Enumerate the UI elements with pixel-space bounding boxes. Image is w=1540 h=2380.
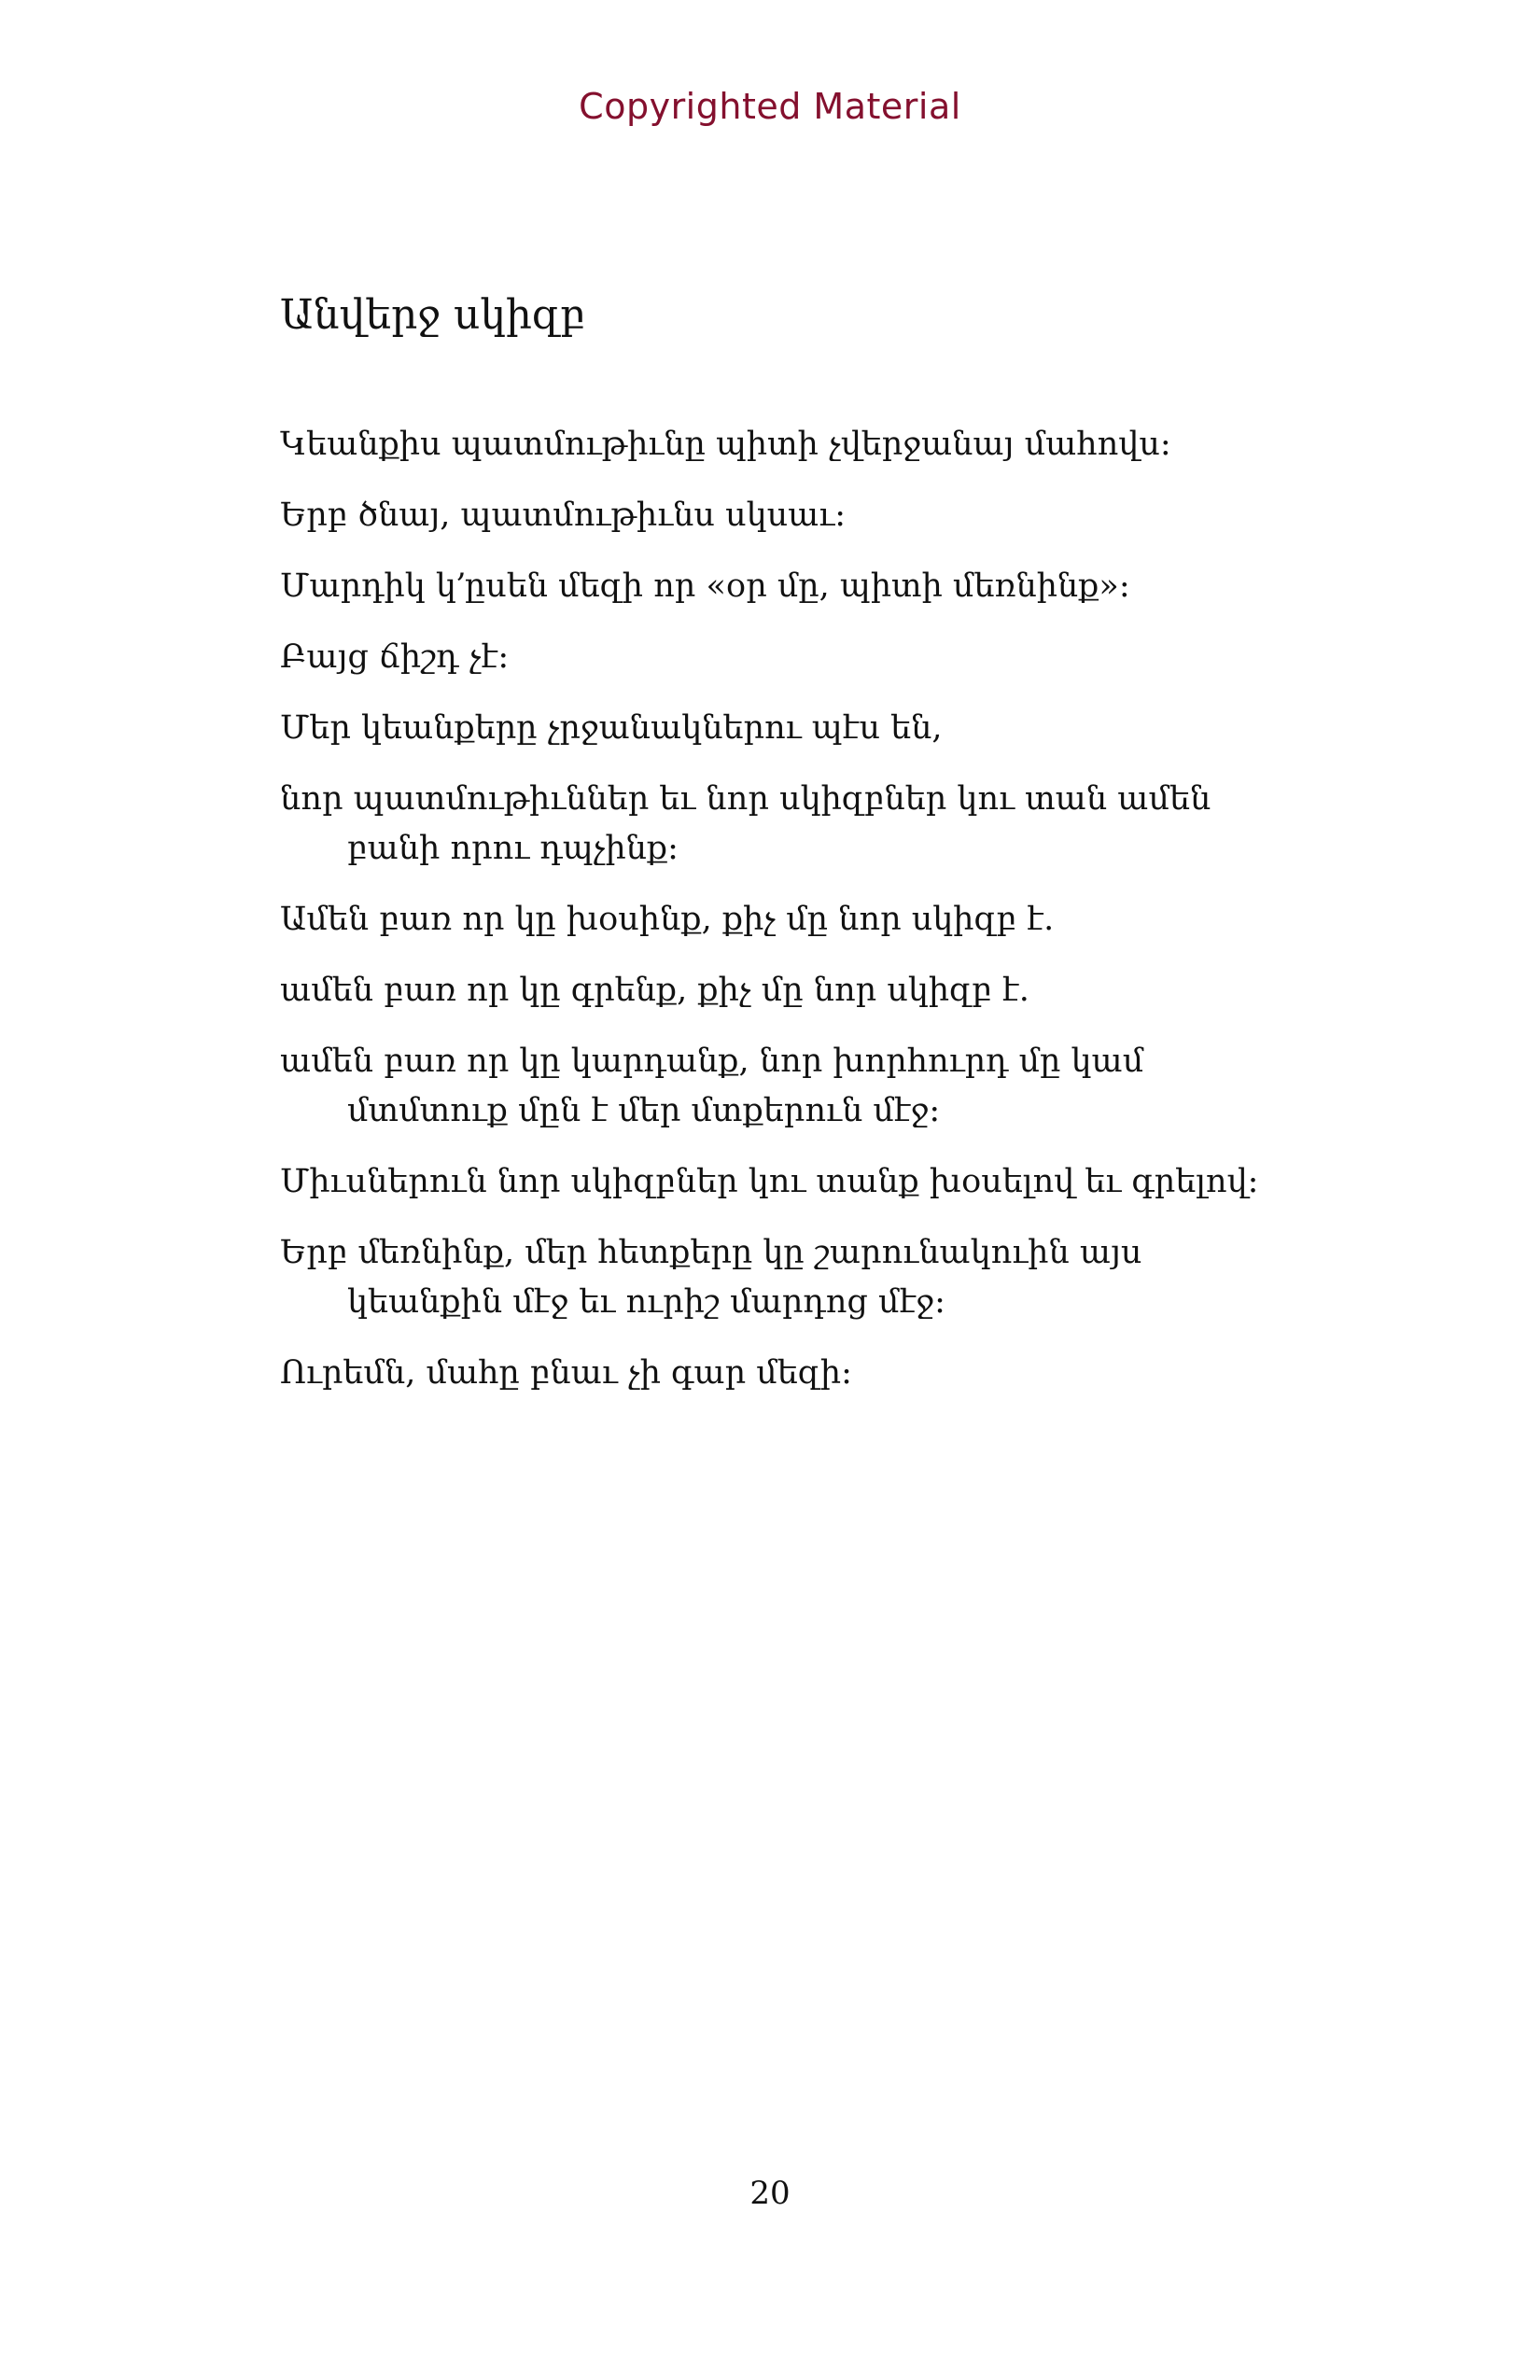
poem-line: Երբ մեռնինք, մեր հետքերը կը շարունակուին այս կեանքին մէջ եւ ուրիշ մարդոց մէջ։ (280, 1234, 1142, 1321)
poem-line: Կեանքիս պատմութիւնը պիտի չվերջանայ մահովս։ (280, 426, 1171, 463)
poem-line: Ուրեմն, մահը բնաւ չի գար մեզի։ (280, 1354, 852, 1392)
copyright-notice: Copyrighted Material (579, 86, 961, 127)
poem-line: Երբ ծնայ, պատմութիւնս սկսաւ։ (280, 497, 847, 534)
poem-line: Միւսներուն նոր սկիզբներ կու տանք խօսելով եւ գրելով։ (280, 1163, 1259, 1200)
poem-line: նոր պատմութիւններ եւ նոր սկիզբներ կու տան ամեն բանի որու դպչինք։ (280, 780, 1211, 867)
page-number: 20 (749, 2175, 791, 2212)
poem-line: Բայց ճիշդ չէ։ (280, 638, 510, 676)
poem-line: Մարդիկ կ՚ըսեն մեզի որ «օր մը, պիտի մեռնինք»։ (280, 567, 1130, 605)
poem-line: Մեր կեանքերը չրջանակներու պէս են, (280, 709, 943, 747)
poem-line: ամեն բառ որ կը գրենք, քիչ մը նոր սկիզբ է. (280, 972, 1029, 1009)
poem-title: Անվերջ սկիզբ (280, 291, 586, 339)
poem-body (280, 420, 1269, 1420)
poem-line: Ամեն բառ որ կը խօսինք, քիչ մը նոր սկիզբ է. (280, 901, 1055, 938)
poem-line: ամեն բառ որ կը կարդանք, նոր խորհուրդ մը կամ մտմտուք մըն է մեր մտքերուն մէջ։ (280, 1043, 1144, 1129)
